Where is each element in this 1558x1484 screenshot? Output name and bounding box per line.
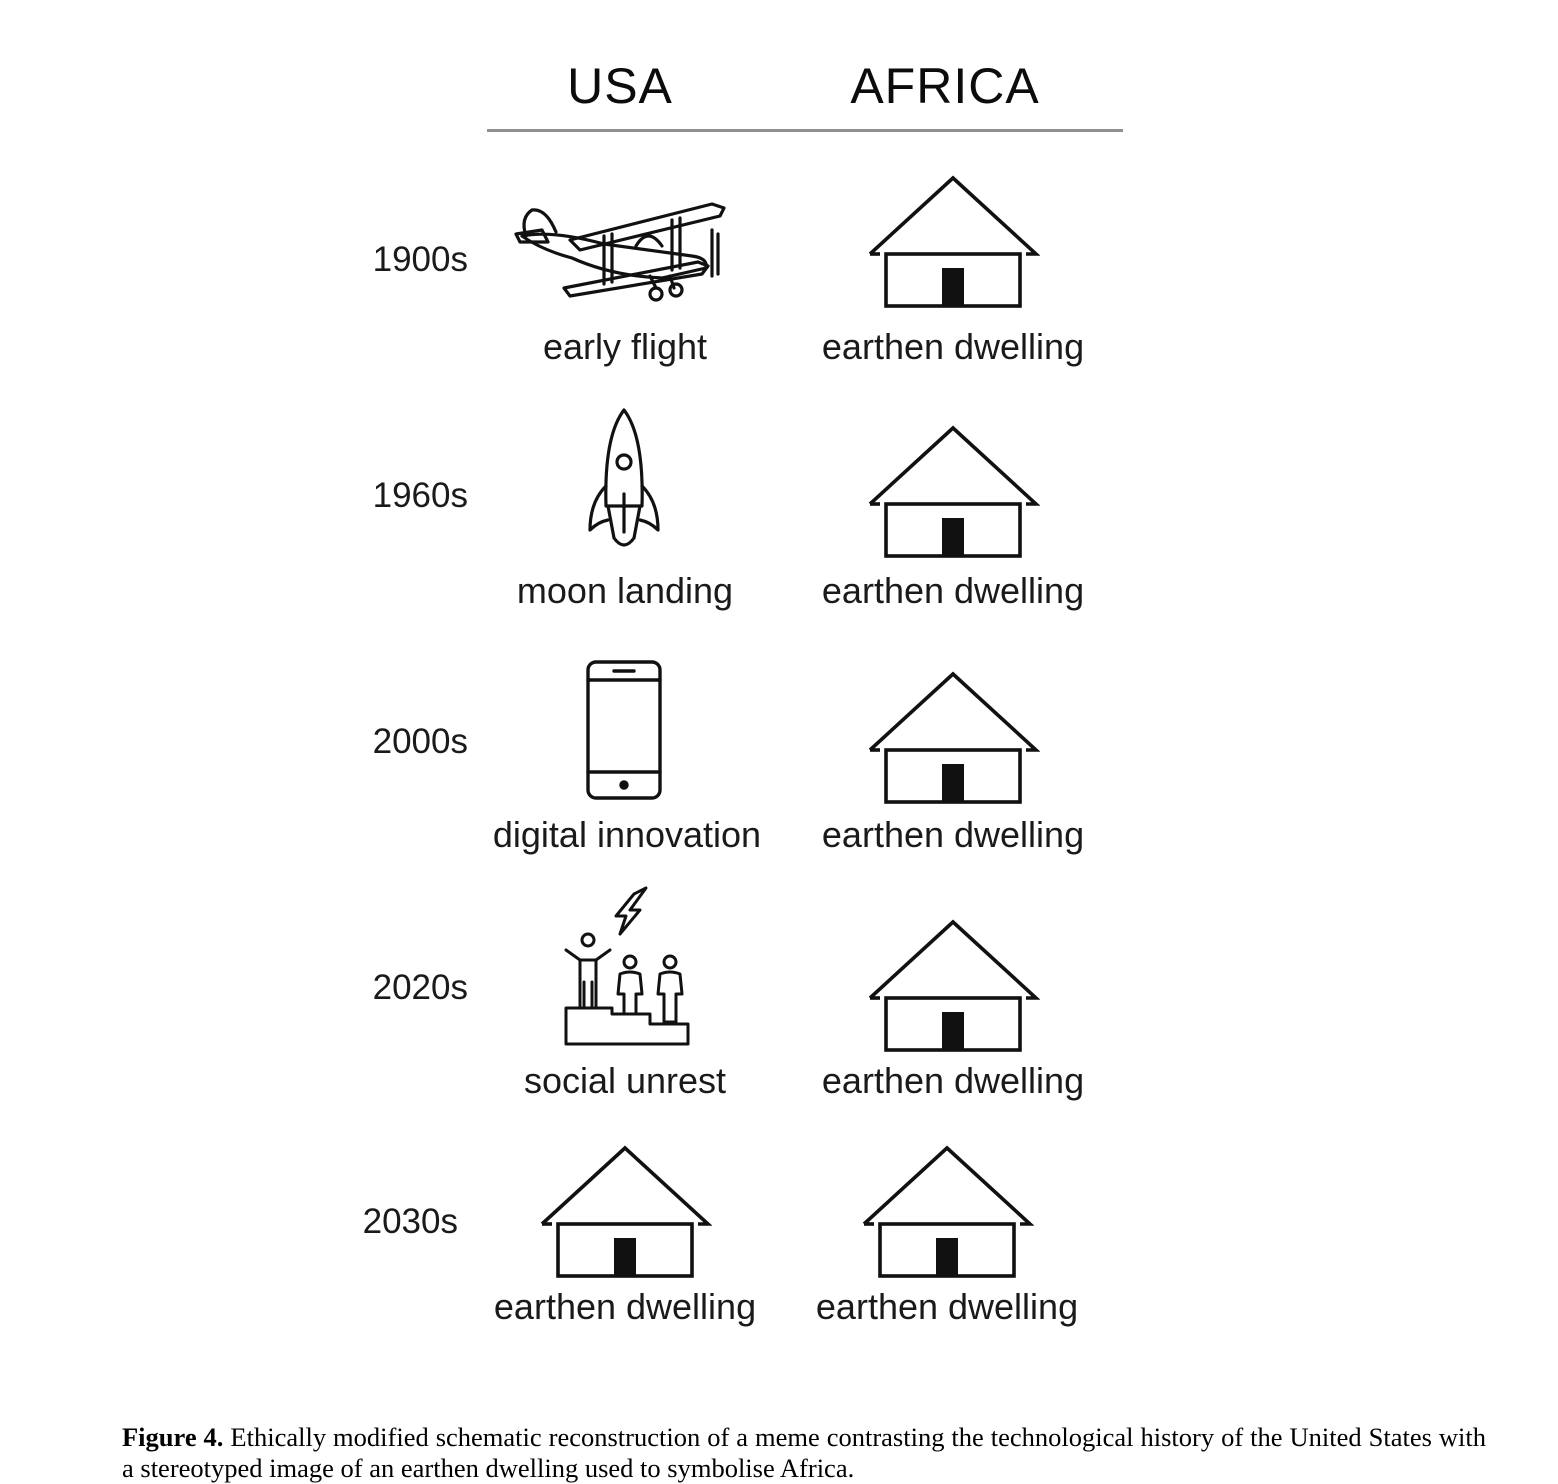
biplane-icon bbox=[512, 196, 730, 304]
africa-label-1960s: earthen dwelling bbox=[821, 570, 1085, 611]
earthen-dwelling-icon bbox=[866, 670, 1040, 806]
usa-label-2030s: earthen dwelling bbox=[493, 1286, 757, 1327]
africa-label-2000s: earthen dwelling bbox=[821, 814, 1085, 855]
era-label-2020s: 2020s bbox=[372, 968, 468, 1007]
header-divider bbox=[487, 129, 1123, 132]
africa-label-1900s: earthen dwelling bbox=[821, 326, 1085, 367]
africa-label-2030s: earthen dwelling bbox=[815, 1286, 1079, 1327]
era-label-2030s: 2030s bbox=[362, 1202, 458, 1241]
earthen-dwelling-icon bbox=[860, 1144, 1034, 1280]
figure-caption bbox=[122, 1422, 1486, 1484]
era-label-1960s: 1960s bbox=[372, 476, 468, 515]
earthen-dwelling-icon bbox=[866, 174, 1040, 310]
usa-label-2000s: digital innovation bbox=[492, 814, 762, 855]
earthen-dwelling-icon bbox=[866, 918, 1040, 1054]
earthen-dwelling-icon bbox=[866, 424, 1040, 560]
smartphone-icon bbox=[584, 658, 664, 802]
rocket-icon bbox=[586, 406, 662, 558]
usa-label-1960s: moon landing bbox=[516, 570, 734, 611]
column-header-usa: USA bbox=[567, 58, 673, 114]
era-label-1900s: 1900s bbox=[372, 240, 468, 279]
earthen-dwelling-icon bbox=[538, 1144, 712, 1280]
usa-label-2020s: social unrest bbox=[523, 1060, 727, 1101]
usa-label-1900s: early flight bbox=[542, 326, 708, 367]
figure-caption-text: Ethically modified schematic reconstruction of a meme contrasting the technological history of the United States with a stereotyped image of an earthen dwelling used to symbolise Africa. bbox=[122, 1421, 1486, 1483]
protest-crowd-icon bbox=[558, 884, 692, 1048]
figure-caption-label: Figure 4. bbox=[122, 1421, 224, 1452]
era-label-2000s: 2000s bbox=[372, 722, 468, 761]
africa-label-2020s: earthen dwelling bbox=[821, 1060, 1085, 1101]
column-header-africa: AFRICA bbox=[850, 58, 1040, 114]
